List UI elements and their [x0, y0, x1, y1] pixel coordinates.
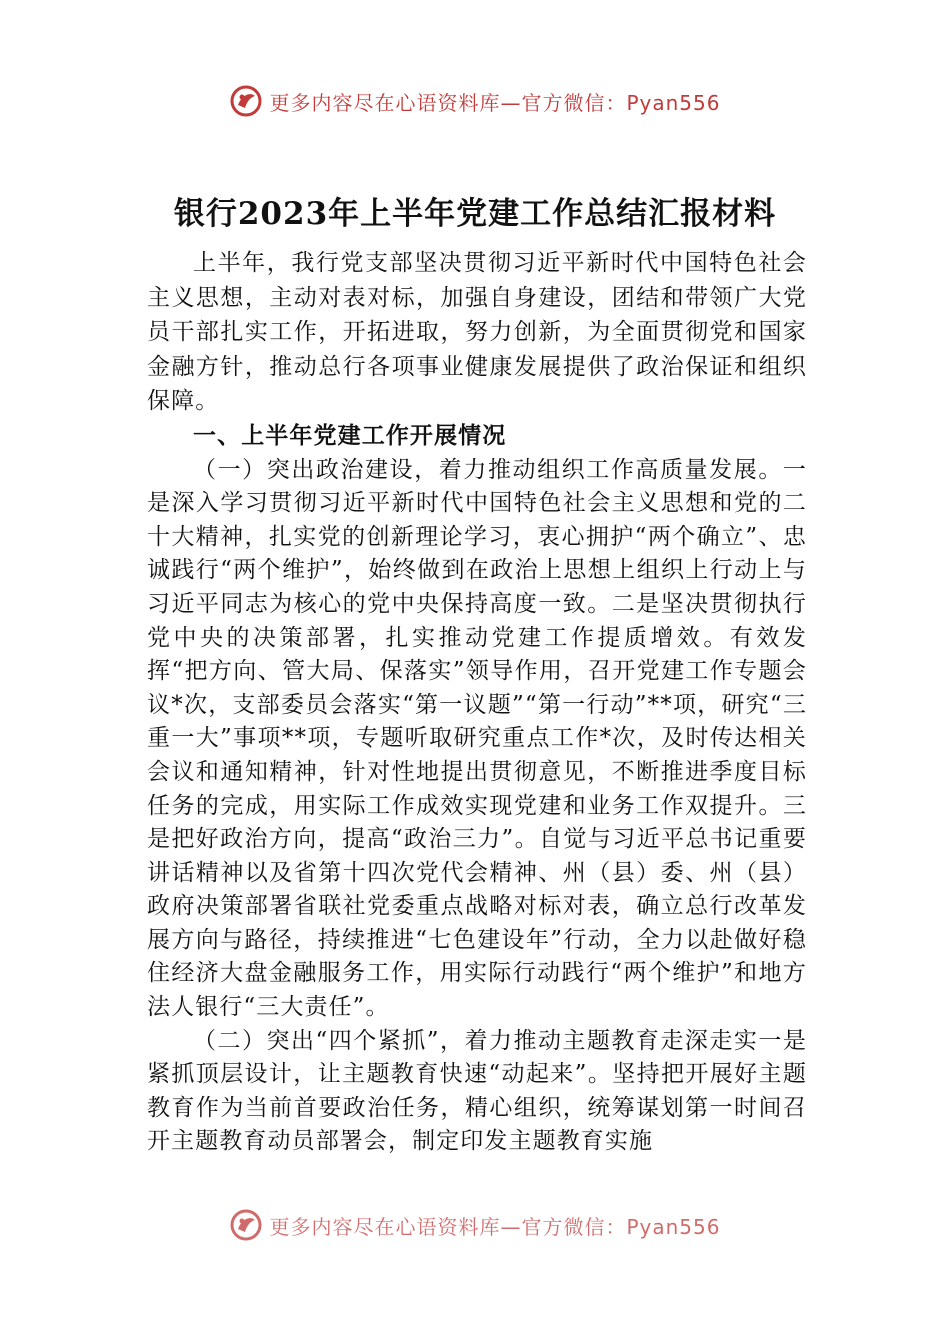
body-paragraph: （一）突出政治建设，着力推动组织工作高质量发展。一是深入学习贯彻习近平新时代中国特色社会主义思想和党的二十大精神，扎实党的创新理论学习，衷心拥护“两个确立”、忠诚践行“两个维护”，始终做到在政治上思想上组织上行动上与习近平同志为核心的党中央保持高度一致。二是坚决贯彻执行党中央的决策部署，扎实推动党建工作提质增效。有效发挥“把方向、管大局、保落实”领导作用，召开党建工作专题会议*次，支部委员会落实“第一议题”“第一行动”**项，研究“三重一大”事项**项，专题听取研究重点工作*次，及时传达相关会议和通知精神，针对性地提出贯彻意见，不断推进季度目标任务的完成，用实际工作成效实现党建和业务工作双提升。三是把好政治方向，提高“政治三力”。自觉与习近平总书记重要讲话精神以及省第十四次党代会精神、州（县）委、州（县）政府决策部署省联社党委重点战略对标对表，确立总行改革发展方向与路径，持续推进“七色建设年”行动，全力以赴做好稳住经济大盘金融服务工作，用实际行动践行“两个维护”和地方法人银行“三大责任”。: [147, 456, 807, 1021]
section-heading: 一、上半年党建工作开展情况: [193, 421, 507, 449]
body-paragraph: （二）突出“四个紧抓”，着力推动主题教育走深走实一是紧抓顶层设计，让主题教育快速“动起来”。坚持把开展好主题教育作为当前首要政治任务，精心组织，统筹谋划第一时间召开主题教育动员部署会，制定印发主题教育实施: [147, 1027, 807, 1155]
document-body: [147, 246, 807, 1159]
watermark-banner-top: [0, 84, 950, 118]
brand-logo-icon: [229, 84, 263, 118]
document-title: 银行2023年上半年党建工作总结汇报材料: [173, 196, 777, 232]
watermark-text: 更多内容尽在心语资料库—官方微信：Pyan556: [269, 90, 721, 115]
watermark-banner-bottom: [0, 1208, 950, 1242]
brand-logo-icon: [229, 1208, 263, 1242]
intro-paragraph: 上半年，我行党支部坚决贯彻习近平新时代中国特色社会主义思想，主动对表对标，加强自身建设，团结和带领广大党员干部扎实工作，开拓进取，努力创新，为全面贯彻党和国家金融方针，推动总行各项事业健康发展提供了政治保证和组织保障。: [147, 250, 807, 415]
watermark-text: 更多内容尽在心语资料库—官方微信：Pyan556: [269, 1214, 721, 1239]
